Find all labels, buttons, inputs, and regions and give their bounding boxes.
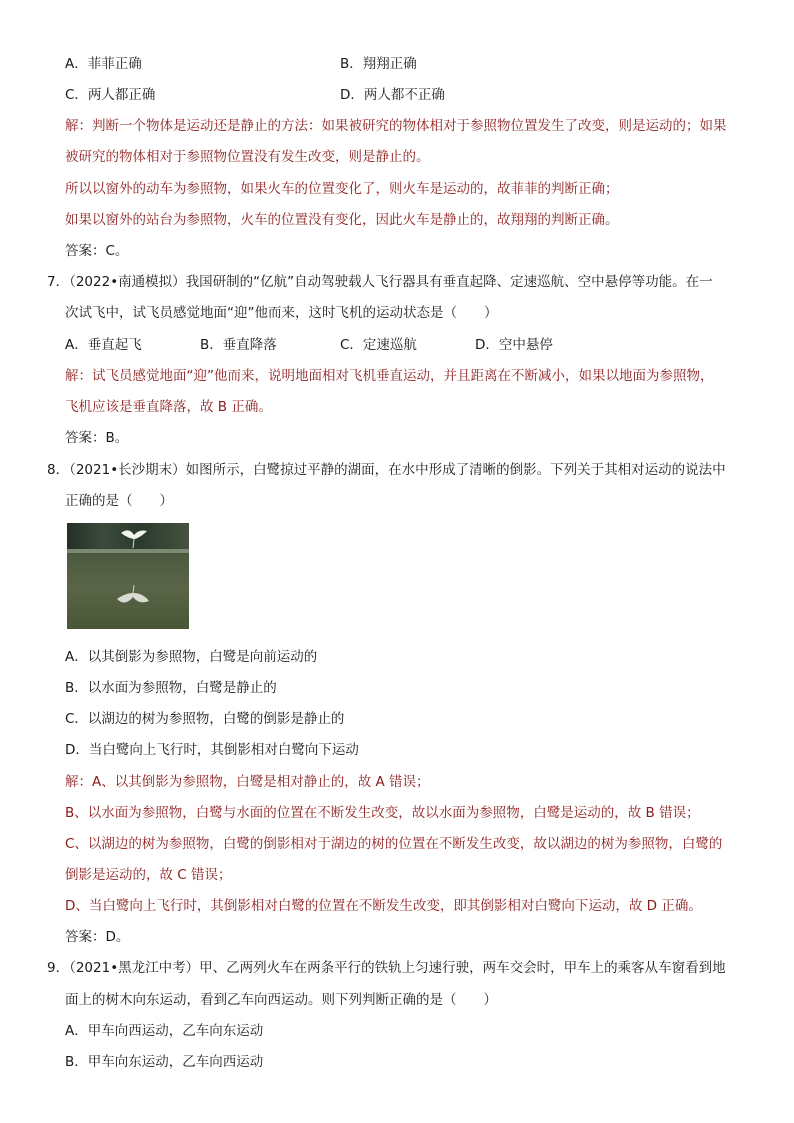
q6-solution-line-3: 所以以窗外的动车为参照物，如果火车的位置变化了，则火车是运动的，故菲菲的判断正确； — [65, 181, 619, 197]
q6-solution-line-2: 被研究的物体相对于参照物位置没有发生改变，则是静止的。 — [65, 149, 430, 165]
q9-option-b: B．甲车向东运动，乙车向西运动 — [65, 1054, 264, 1070]
q9-stem-line-2: 面上的树木向东运动，看到乙车向西运动。则下列判断正确的是（ ） — [65, 992, 497, 1008]
q7-option-d: D．空中悬停 — [475, 337, 553, 353]
q6-option-a: A．菲菲正确 — [65, 56, 142, 72]
q8-stem-line-2: 正确的是（ ） — [65, 493, 173, 509]
q8-option-c: C．以湖边的树为参照物，白鹭的倒影是静止的 — [65, 711, 345, 727]
q8-solution-line-2: B、以水面为参照物，白鹭与水面的位置在不断发生改变，故以水面为参照物，白鹭是运动的，故 B 错误； — [65, 805, 700, 821]
q9-option-a: A．甲车向西运动，乙车向东运动 — [65, 1023, 264, 1039]
egret-lake-photo — [67, 523, 189, 629]
q8-option-a: A．以其倒影为参照物，白鹭是向前运动的 — [65, 649, 318, 665]
q6-solution-line-1: 解：判断一个物体是运动还是静止的方法：如果被研究的物体相对于参照物位置发生了改变，则是运动的；如果 — [65, 118, 727, 134]
q7-stem-line-1: 7．（2022•南通模拟）我国研制的“亿航”自动驾驶载人飞行器具有垂直起降、定速巡航、空中悬停等功能。在一 — [47, 274, 713, 290]
q7-option-b: B．垂直降落 — [200, 337, 277, 353]
q6-answer: 答案：C。 — [65, 243, 129, 259]
q8-solution-line-4: 倒影是运动的，故 C 错误； — [65, 867, 232, 883]
lake-bank — [67, 549, 189, 553]
q8-solution-line-3: C、以湖边的树为参照物，白鹭的倒影相对于湖边的树的位置在不断发生改变，故以湖边的树为参照物，白鹭的 — [65, 836, 723, 852]
q6-option-b: B．翔翔正确 — [340, 56, 417, 72]
q7-solution-line-1: 解：试飞员感觉地面“迎”他而来，说明地面相对飞机垂直运动，并且距离在不断减小，如果以地面为参照物， — [65, 368, 714, 384]
q7-options-row — [65, 335, 553, 355]
q6-option-d: D．两人都不正确 — [340, 87, 445, 103]
q7-option-a: A．垂直起飞 — [65, 337, 142, 353]
q7-solution-line-2: 飞机应该是垂直降落，故 B 正确。 — [65, 399, 272, 415]
q7-answer: 答案：B。 — [65, 430, 129, 446]
q6-solution-line-4: 如果以窗外的站台为参照物，火车的位置没有变化，因此火车是静止的，故翔翔的判断正确。 — [65, 212, 619, 228]
q8-option-b: B．以水面为参照物，白鹭是静止的 — [65, 680, 277, 696]
egret-reflection — [115, 585, 151, 609]
q8-option-d: D．当白鹭向上飞行时，其倒影相对白鹭向下运动 — [65, 742, 359, 758]
egret-figure — [119, 527, 149, 549]
q8-solution-line-5: D、当白鹭向上飞行时，其倒影相对白鹭的位置在不断发生改变，即其倒影相对白鹭向下运动，故 D 正确。 — [65, 898, 702, 914]
q9-stem-line-1: 9．（2021•黑龙江中考）甲、乙两列火车在两条平行的铁轨上匀速行驶，两车交会时，甲车上的乘客从车窗看到地 — [47, 960, 726, 976]
q8-solution-line-1: 解：A、以其倒影为参照物，白鹭是相对静止的，故 A 错误； — [65, 774, 430, 790]
q6-option-c: C．两人都正确 — [65, 87, 156, 103]
q7-stem-line-2: 次试飞中，试飞员感觉地面“迎”他而来，这时飞机的运动状态是（ ） — [65, 305, 498, 321]
q8-answer: 答案：D。 — [65, 929, 130, 945]
q7-option-c: C．定速巡航 — [340, 337, 417, 353]
q8-stem-line-1: 8．（2021•长沙期末）如图所示，白鹭掠过平静的湖面，在水中形成了清晰的倒影。下列关于其相对运动的说法中 — [47, 462, 726, 478]
